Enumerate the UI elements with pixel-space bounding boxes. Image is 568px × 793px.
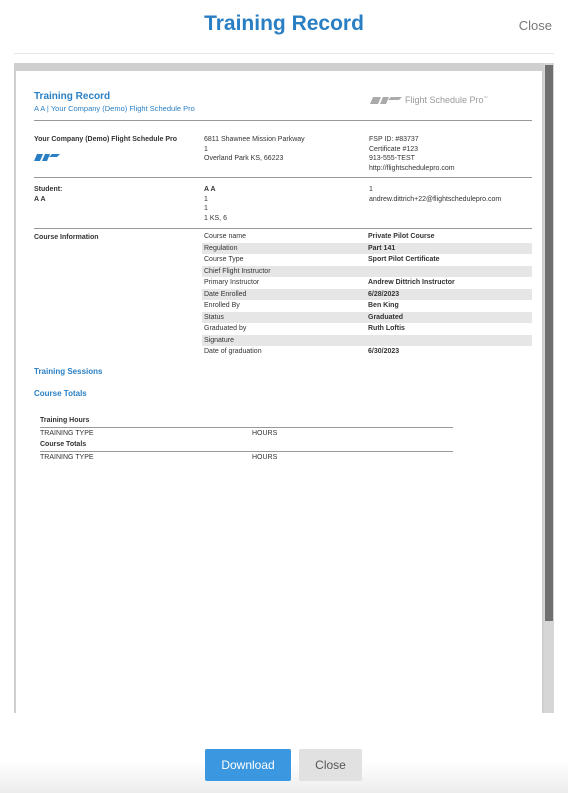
document-viewer[interactable]	[14, 63, 554, 713]
download-button[interactable]: Download	[205, 749, 291, 781]
table-row: TRAINING TYPE HOURS	[40, 453, 278, 461]
modal-header	[0, 0, 568, 54]
viewer-scrollbar-thumb[interactable]	[545, 65, 553, 621]
course-field-value	[366, 266, 532, 278]
header-divider	[14, 53, 554, 54]
training-hours-header: Training Hours	[40, 417, 90, 424]
course-information-label: Course Information	[34, 234, 99, 241]
table-row	[202, 254, 532, 266]
student-contact: 1 andrew.dittrich+22@flightschedulepro.com	[369, 186, 502, 203]
course-field-label: Primary Instructor	[204, 279, 260, 287]
course-field-label: Enrolled By	[204, 302, 240, 310]
viewer-scrollbar[interactable]	[544, 63, 554, 713]
table-row	[202, 266, 532, 278]
course-totals-heading: Course Totals	[34, 389, 87, 398]
totals-table	[40, 415, 453, 463]
divider	[34, 177, 532, 178]
training-sessions-heading: Training Sessions	[34, 367, 103, 376]
course-field-label: Course Type	[204, 256, 244, 264]
course-field-label: Status	[202, 312, 366, 324]
table-row	[202, 289, 532, 301]
company-fsp-info: FSP ID: #83737 Certificate #123 913-555-TEST http://flightschedulepro.com	[369, 136, 455, 172]
course-information-table	[202, 231, 532, 358]
brand-logo	[370, 95, 488, 105]
course-field-value	[366, 335, 532, 347]
course-totals-header: Course Totals	[40, 441, 87, 448]
table-row	[202, 243, 532, 255]
table-row	[202, 312, 532, 324]
student-label: Student: A A	[34, 186, 63, 203]
company-logo	[34, 154, 60, 163]
document-title: Training Record	[34, 91, 111, 102]
header-close-button[interactable]: Close	[518, 18, 552, 33]
table-row	[202, 346, 532, 358]
table-row	[202, 277, 532, 289]
modal-footer	[0, 713, 568, 793]
course-field-value: 6/28/2023	[366, 289, 532, 301]
course-field-value: Ruth Loftis	[368, 325, 405, 333]
table-row	[202, 300, 532, 312]
course-field-label: Date of graduation	[204, 348, 262, 356]
course-field-label: Signature	[202, 335, 366, 347]
course-field-label: Course name	[204, 233, 247, 241]
course-field-label: Regulation	[202, 243, 366, 255]
course-field-value: Sport Pilot Certificate	[368, 256, 440, 264]
table-row	[202, 335, 532, 347]
divider	[34, 228, 532, 229]
fsp-logo-icon	[34, 154, 60, 161]
course-field-label: Chief Flight Instructor	[202, 266, 366, 278]
course-field-value: Graduated	[366, 312, 532, 324]
course-field-label: Date Enrolled	[202, 289, 366, 301]
modal-title: Training Record	[204, 12, 364, 35]
company-name: Your Company (Demo) Flight Schedule Pro	[34, 136, 177, 143]
company-address: 6811 Shawnee Mission Parkway 1 Overland Park KS, 66223	[204, 136, 305, 162]
course-field-value: Part 141	[366, 243, 532, 255]
course-field-value: 6/30/2023	[368, 348, 400, 356]
course-field-value: Ben King	[368, 302, 399, 310]
course-field-value: Private Pilot Course	[368, 233, 435, 241]
course-field-value: Andrew Dittrich Instructor	[368, 279, 455, 287]
fsp-logo-icon	[370, 97, 402, 104]
student-details: A A 1 1 1 KS, 6	[204, 186, 227, 222]
brand-name: Flight Schedule Pro™	[405, 95, 488, 105]
course-field-label: Graduated by	[204, 325, 247, 333]
document-subtitle: A A | Your Company (Demo) Flight Schedule Pro	[34, 104, 195, 113]
divider	[34, 120, 532, 121]
table-row	[202, 231, 532, 243]
training-record-document	[16, 71, 542, 713]
close-button[interactable]: Close	[299, 749, 362, 781]
table-row: TRAINING TYPE HOURS	[40, 429, 278, 437]
table-row	[202, 323, 532, 335]
